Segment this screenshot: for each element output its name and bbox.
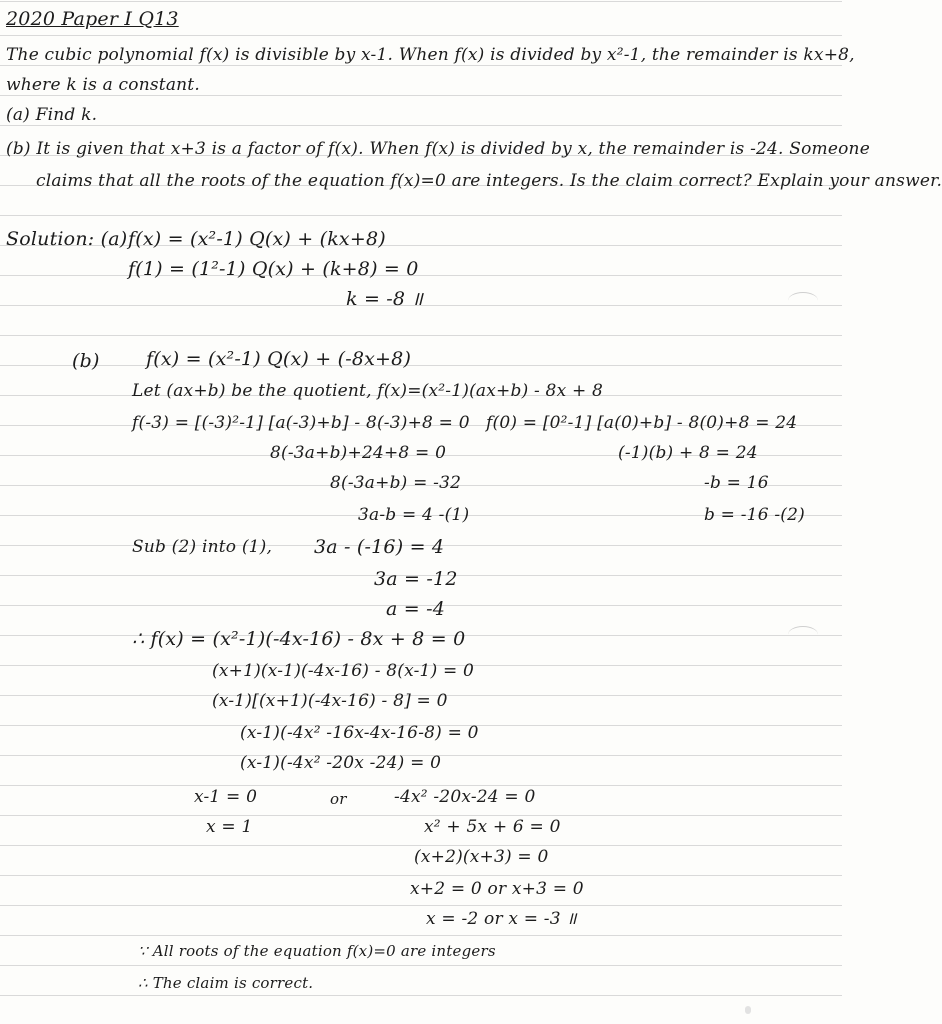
solution-b-right-line: b = -16 -(2)	[704, 505, 805, 525]
solution-b-line: f(-3) = [(-3)²-1] [a(-3)+b] - 8(-3)+8 = 0	[132, 413, 470, 433]
solution-b-line: 3a - (-16) = 4	[314, 536, 445, 558]
binder-hole-mark	[788, 626, 818, 643]
solution-a-line: f(x) = (x²-1) Q(x) + (kx+8)	[128, 228, 386, 250]
solution-a-label: Solution: (a)	[6, 228, 128, 250]
page-title: 2020 Paper I Q13	[6, 8, 179, 30]
solution-b-right-line: -b = 16	[704, 473, 769, 493]
scan-mark	[745, 1006, 751, 1014]
question-part-b-line-2: claims that all the roots of the equation f(x)=0 are integers. Is the claim correct? Explain your answer.	[36, 171, 942, 191]
binder-hole-mark	[788, 292, 818, 309]
solution-b-line: 3a = -12	[374, 568, 458, 590]
solution-b-line: a = -4	[386, 598, 446, 620]
solution-b-line: x-1 = 0	[194, 787, 258, 807]
solution-b-line: x = 1	[206, 817, 253, 837]
solution-b-line: (x-1)(-4x² -20x -24) = 0	[240, 753, 442, 773]
solution-b-line: 8(-3a+b) = -32	[330, 473, 462, 493]
solution-b-line: -4x² -20x-24 = 0	[394, 787, 536, 807]
solution-b-line: (x-1)(-4x² -16x-4x-16-8) = 0	[240, 723, 479, 743]
solution-b-line: (x+1)(x-1)(-4x-16) - 8(x-1) = 0	[212, 661, 475, 681]
solution-b-line: 3a-b = 4 -(1)	[358, 505, 470, 525]
solution-b-label: (b)	[72, 350, 100, 372]
question-line-1: The cubic polynomial f(x) is divisible by x-1. When f(x) is divided by x²-1, the remainder is kx+8,	[6, 45, 855, 65]
question-part-a: (a) Find k.	[6, 105, 98, 125]
solution-b-or: or	[330, 790, 347, 808]
solution-b-conclusion: ∴ The claim is correct.	[138, 974, 314, 992]
solution-a-answer: k = -8 ॥	[346, 288, 424, 310]
solution-b-line: 8(-3a+b)+24+8 = 0	[270, 443, 447, 463]
question-line-2: where k is a constant.	[6, 75, 200, 95]
solution-b-line: (x-1)[(x+1)(-4x-16) - 8] = 0	[212, 691, 448, 711]
solution-b-line: (x+2)(x+3) = 0	[414, 847, 549, 867]
solution-b-conclusion: ∵ All roots of the equation f(x)=0 are integers	[138, 942, 496, 960]
solution-b-line: f(x) = (x²-1) Q(x) + (-8x+8)	[146, 348, 412, 370]
solution-b-right-line: f(0) = [0²-1] [a(0)+b] - 8(0)+8 = 24	[486, 413, 798, 433]
question-part-b-line-1: (b) It is given that x+3 is a factor of f(x). When f(x) is divided by x, the remainder is -24. Someone	[6, 139, 870, 159]
solution-b-line: x+2 = 0 or x+3 = 0	[410, 879, 584, 899]
solution-b-line: ∴ f(x) = (x²-1)(-4x-16) - 8x + 8 = 0	[132, 628, 466, 650]
solution-b-line: Sub (2) into (1),	[132, 537, 273, 557]
solution-b-right-line: (-1)(b) + 8 = 24	[618, 443, 758, 463]
solution-a-line: f(1) = (1²-1) Q(x) + (k+8) = 0	[128, 258, 419, 280]
solution-b-line: Let (ax+b) be the quotient, f(x)=(x²-1)(ax+b) - 8x + 8	[132, 381, 604, 401]
solution-b-line: x² + 5x + 6 = 0	[424, 817, 561, 837]
solution-b-roots: x = -2 or x = -3 ॥	[426, 909, 577, 929]
